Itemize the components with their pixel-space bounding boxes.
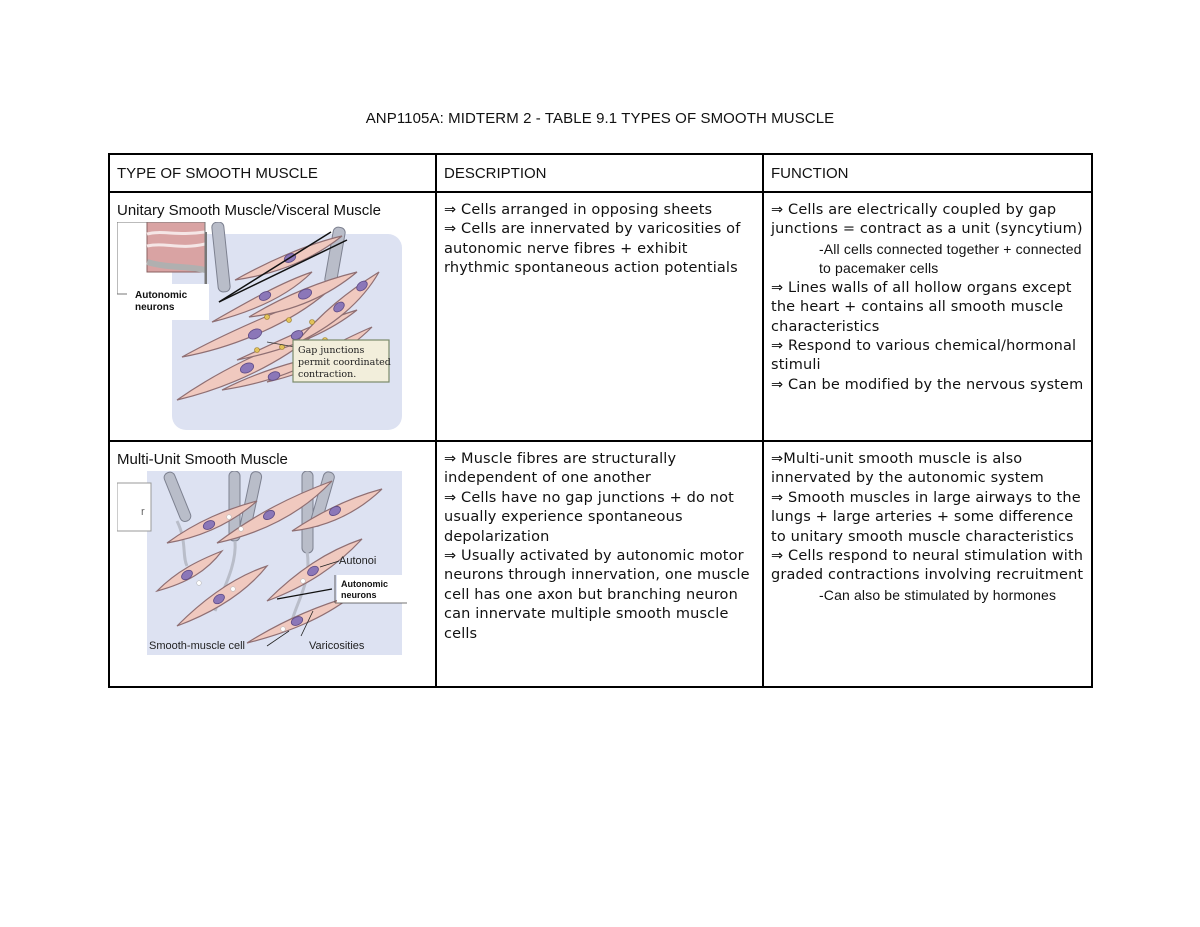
function-item: ⇒Multi-unit smooth muscle is also innervated by the autonomic system xyxy=(771,451,1044,487)
function-item: ⇒ Smooth muscles in large airways to the lungs + large arteries + some difference to unitary smooth muscle characteristics xyxy=(771,489,1081,545)
table-header-row xyxy=(109,154,1092,192)
multi-unit-smooth-muscle-illustration xyxy=(117,471,407,655)
header-type: TYPE OF SMOOTH MUSCLE xyxy=(109,154,436,192)
description-list-unitary xyxy=(444,201,755,279)
description-item: ⇒ Cells arranged in opposing sheets xyxy=(444,202,713,218)
document-title: ANP1105A: MIDTERM 2 - TABLE 9.1 TYPES OF SMOOTH MUSCLE xyxy=(365,110,835,127)
svg-text:contraction.: contraction. xyxy=(298,369,357,380)
svg-text:neurons: neurons xyxy=(341,590,377,600)
label-neurons: neurons xyxy=(135,302,175,313)
label-smooth-muscle-cell: Smooth-muscle cell xyxy=(149,640,245,652)
cell-description-multi-unit xyxy=(436,441,763,687)
label-autono: Autonoi xyxy=(339,555,377,567)
cell-type-unitary xyxy=(109,192,436,441)
svg-text:permit coordinated: permit coordinated xyxy=(298,357,391,368)
function-list-multi-unit xyxy=(771,450,1084,605)
function-sub-note: -All cells connected together + connected to pacemaker cells xyxy=(819,240,1082,277)
function-item: ⇒ Can be modified by the nervous system xyxy=(771,376,1084,393)
cell-description-unitary xyxy=(436,192,763,441)
table-row-unitary xyxy=(109,192,1092,441)
cell-function-multi-unit xyxy=(763,441,1092,687)
description-item: ⇒ Cells have no gap junctions + do not usually experience spontaneous depolarization xyxy=(444,489,734,545)
label-gap-junctions: Gap junctions xyxy=(298,345,365,356)
description-item: ⇒ Muscle fibres are structurally independent of one another xyxy=(444,451,677,487)
function-item: ⇒ Lines walls of all hollow organs except the heart + contains all smooth muscle characteristics xyxy=(771,279,1072,335)
function-sub-note: -Can also be stimulated by hormones xyxy=(819,586,1057,603)
description-item: ⇒ Cells are innervated by varicosities of autonomic nerve fibres + exhibit rhythmic spontaneous action potentials xyxy=(444,221,741,277)
smooth-muscle-table xyxy=(108,153,1093,688)
description-list-multi-unit xyxy=(444,450,755,644)
cell-function-unitary xyxy=(763,192,1092,441)
unitary-smooth-muscle-illustration xyxy=(117,222,407,430)
function-list-unitary xyxy=(771,201,1084,395)
type-label-unitary: Unitary Smooth Muscle/Visceral Muscle xyxy=(117,202,381,219)
function-item: ⇒ Cells are electrically coupled by gap junctions = contract as a unit (syncytium) xyxy=(771,202,1083,238)
cell-type-multi-unit xyxy=(109,441,436,687)
type-label-multi-unit: Multi-Unit Smooth Muscle xyxy=(117,451,288,468)
description-item: ⇒ Usually activated by autonomic motor neurons through innervation, one muscle cell has one axon but branching neuron can innervate multiple smooth muscle cells xyxy=(444,548,750,642)
function-item: ⇒ Cells respond to neural stimulation with graded contractions involving recruitment xyxy=(771,548,1084,584)
header-function: FUNCTION xyxy=(763,154,1092,192)
label-autonomic-neurons: Autonomic xyxy=(135,290,188,301)
header-description: DESCRIPTION xyxy=(436,154,763,192)
table-row-multi-unit xyxy=(109,441,1092,687)
svg-text:r: r xyxy=(141,506,145,518)
function-item: ⇒ Respond to various chemical/hormonal stimuli xyxy=(771,338,1077,374)
label-autonomic-neurons: Autonomic xyxy=(341,579,388,589)
label-varicosities: Varicosities xyxy=(309,640,365,652)
